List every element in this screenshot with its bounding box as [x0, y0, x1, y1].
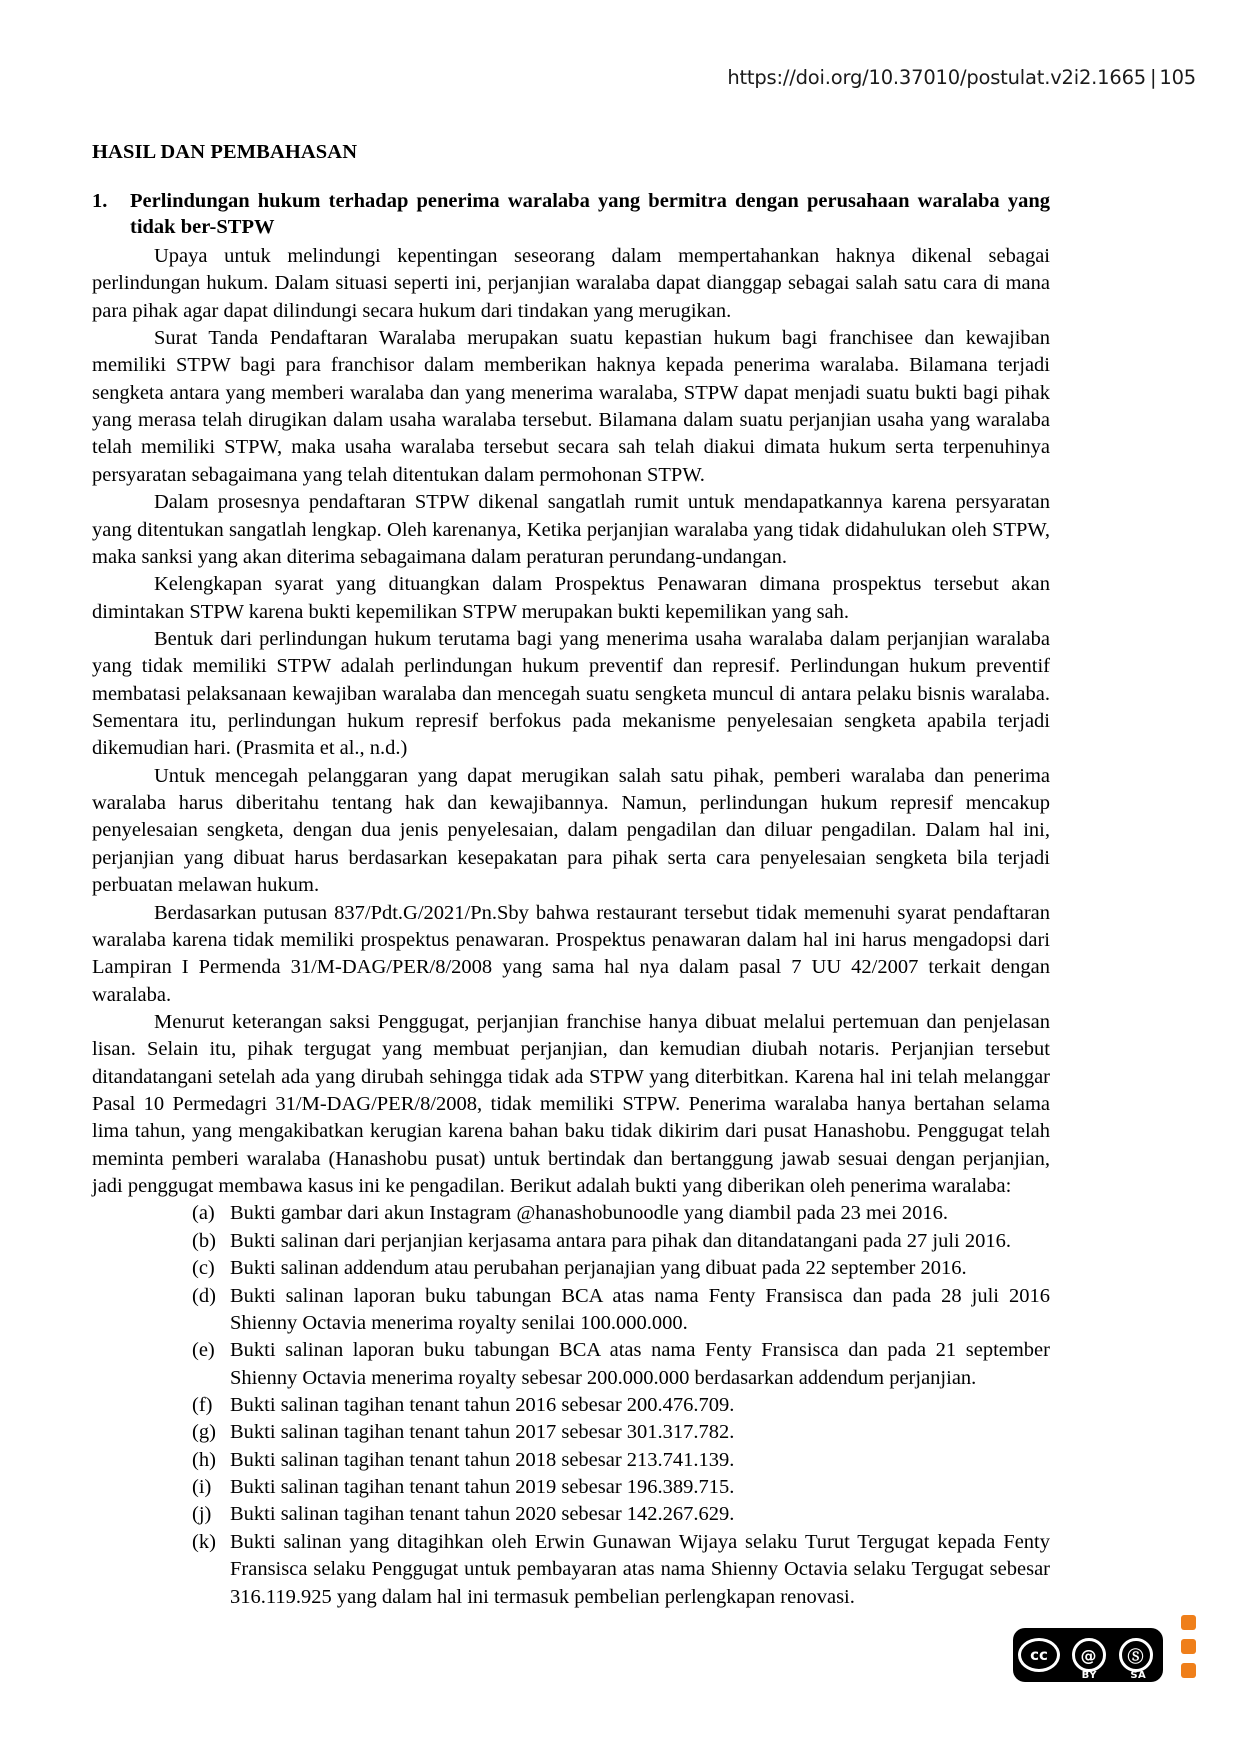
dot-2: [1181, 1639, 1196, 1654]
list-item: [184, 1255, 1050, 1282]
cc-sa-label: SA: [1130, 1670, 1147, 1681]
doi-link[interactable]: https://doi.org/10.37010/postulat.v2i2.1665: [727, 66, 1146, 89]
paragraph-3: Dalam prosesnya pendaftaran STPW dikenal sangatlah rumit untuk mendapatkannya karena persyaratan yang ditentukan sangatlah lengkap. Oleh karenanya, Ketika perjanjian waralaba yang tidak didahulukan oleh STPW, maka sanksi yang akan diterima sebagaimana dalam peraturan perundang-undangan.: [92, 491, 1050, 568]
list-item-marker: (a): [192, 1202, 215, 1225]
subheading-number: 1.: [92, 189, 108, 212]
cc-circle-icon: cc: [1018, 1638, 1060, 1672]
paragraph-8: Menurut keterangan saksi Penggugat, perjanjian franchise hanya dibuat melalui pertemuan dan penjelasan lisan. Selain itu, pihak tergugat yang membuat perjanjian, dan kemudian diubah notaris. Perjanjian tersebut ditandatangani setelah ada yang dirubah sehingga tidak ada STPW yang diterbitkan. Karena hal ini telah melanggar Pasal 10 Permedagri 31/M-DAG/PER/8/2008, tidak memiliki STPW. Penerima waralaba hanya bertahan selama lima tahun, yang mengakibatkan kerugian karena bahan baku tidak dikirim dari pusat Hanashobu. Penggugat telah meminta pemberi waralaba (Hanashobu pusat) untuk bertindak dan bertanggung jawab sesuai dengan perjanjian, jadi penggugat membawa kasus ini ke pengadilan. Berikut adalah bukti yang diberikan oleh penerima waralaba:: [92, 1010, 1050, 1198]
list-item-text: Bukti salinan yang ditagihkan oleh Erwin Gunawan Wijaya selaku Turut Tergugat kepada Fenty Fransisca selaku Penggugat untuk pembayaran atas nama Shienny Octavia selaku Tergugat sebesar 316.119.925 yang dalam hal ini termasuk pembelian perlengkapan renovasi.: [230, 1530, 1050, 1608]
running-head: [727, 66, 1196, 89]
page-number: 105: [1159, 66, 1196, 89]
list-item-text: Bukti gambar dari akun Instagram @hanashobunoodle yang diambil pada 23 mei 2016.: [230, 1202, 948, 1225]
list-item: [184, 1474, 1050, 1501]
creative-commons-badge[interactable]: [1013, 1628, 1163, 1682]
list-item: [184, 1283, 1050, 1338]
paragraph-7: Berdasarkan putusan 837/Pdt.G/2021/Pn.Sby bahwa restaurant tersebut tidak memenuhi syarat pendaftaran waralaba karena tidak memiliki prospektus penawaran. Prospektus penawaran dalam hal ini harus mengadopsi dari Lampiran I Permenda 31/M-DAG/PER/8/2008 yang sama hal nya dalam pasal 7 UU 42/2007 terkait dengan waralaba.: [92, 901, 1050, 1006]
list-item-text: Bukti salinan tagihan tenant tahun 2016 sebesar 200.476.709.: [230, 1394, 735, 1416]
paragraph-6: Untuk mencegah pelanggaran yang dapat merugikan salah satu pihak, pemberi waralaba dan penerima waralaba harus diberitahu tentang hak dan kewajibannya. Namun, perlindungan hukum represif mencakup penyelesaian sengketa, dengan dua jenis penyelesaian, dalam pengadilan dan diluar pengadilan. Dalam hal ini, perjanjian yang dibuat harus berdasarkan kesepakatan para pihak serta cara penyelesaian sengketa bila terjadi perbuatan melawan hukum.: [92, 764, 1050, 897]
list-item-text: Bukti salinan addendum atau perubahan perjanajian yang dibuat pada 22 september 2016.: [230, 1257, 967, 1280]
cc-by-label: BY: [1081, 1670, 1097, 1681]
subheading-text: Perlindungan hukum terhadap penerima waralaba yang bermitra dengan perusahaan waralaba yang tidak ber-STPW: [130, 189, 1050, 239]
list-item-marker: (f): [192, 1394, 213, 1416]
list-item: [184, 1529, 1050, 1611]
list-item: [184, 1501, 1050, 1528]
list-item-marker: (g): [192, 1421, 216, 1444]
list-item-text: Bukti salinan laporan buku tabungan BCA atas nama Fenty Fransisca dan pada 21 september Shienny Octavia menerima royalty sebesar 200.000.000 berdasarkan addendum perjanjian.: [230, 1339, 1050, 1389]
list-item: [184, 1392, 1050, 1419]
paragraph-5: Bentuk dari perlindungan hukum terutama bagi yang menerima usaha waralaba dalam perjanjian waralaba yang tidak memiliki STPW adalah perlindungan hukum preventif dan represif. Perlindungan hukum preventif membatasi pelaksanaan kewajiban waralaba dan mencegah suatu sengketa muncul di antara pelaku bisnis waralaba. Sementara itu, perlindungan hukum represif berfokus pada mekanisme penyelesaian sengketa apabila terjadi dikemudian hari. (Prasmita et al., n.d.): [92, 627, 1050, 760]
list-item-marker: (k): [192, 1530, 216, 1553]
list-item: [184, 1228, 1050, 1255]
list-item-marker: (h): [192, 1448, 216, 1471]
paragraph-2: Surat Tanda Pendaftaran Waralaba merupakan suatu kepastian hukum bagi franchisee dan kewajiban memiliki STPW bagi para franchisor dalam memberikan haknya kepada penerima waralaba. Bilamana terjadi sengketa antara yang memberi waralaba dan yang menerima waralaba, STPW dapat menjadi suatu bukti bagi pihak yang merasa telah dirugikan dalam usaha waralaba tersebut. Bilamana dalam suatu perjanjian usaha yang waralaba telah memiliki STPW, maka usaha waralaba tersebut secara sah telah diakui dimata hukum serta terpenuhinya persyaratan sebagaimana yang telah ditentukan dalam permohonan STPW.: [92, 326, 1050, 486]
section-title: HASIL DAN PEMBAHASAN: [92, 141, 358, 163]
list-item-text: Bukti salinan dari perjanjian kerjasama antara para pihak dan ditandatangani pada 27 juli 2016.: [230, 1229, 1012, 1252]
list-item-text: Bukti salinan tagihan tenant tahun 2018 sebesar 213.741.139.: [230, 1448, 735, 1471]
paragraph-4: Kelengkapan syarat yang dituangkan dalam Prospektus Penawaran dimana prospektus tersebut akan dimintakan STPW karena bukti kepemilikan STPW merupakan bukti kepemilikan yang sah.: [92, 573, 1050, 623]
dot-3: [1181, 1663, 1196, 1678]
list-item-marker: (d): [192, 1284, 216, 1307]
running-head-separator: |: [1150, 66, 1157, 89]
list-item: [184, 1419, 1050, 1446]
list-item-marker: (c): [192, 1257, 215, 1280]
subheading-1: [92, 188, 1050, 241]
cc-caption: [1065, 1670, 1163, 1681]
list-item-text: Bukti salinan tagihan tenant tahun 2020 sebesar 142.267.629.: [230, 1503, 735, 1526]
cc-logo-icon: [1013, 1628, 1065, 1682]
list-item-marker: (e): [192, 1339, 215, 1362]
share-alike-icon: Ⓢ: [1119, 1638, 1153, 1672]
license-area: [1013, 1615, 1196, 1682]
list-item-marker: (i): [192, 1476, 212, 1499]
list-item-marker: (b): [192, 1229, 216, 1252]
content-column: [92, 140, 1050, 1611]
dot-1: [1181, 1615, 1196, 1630]
list-item: [184, 1337, 1050, 1392]
list-item-text: Bukti salinan laporan buku tabungan BCA atas nama Fenty Fransisca dan pada 28 juli 2016 Shienny Octavia menerima royalty senilai 100.000.000.: [230, 1284, 1050, 1334]
paragraph-1: Upaya untuk melindungi kepentingan seseorang dalam mempertahankan haknya dikenal sebagai perlindungan hukum. Dalam situasi seperti ini, perjanjian waralaba dapat dianggap sebagai salah satu cara di mana para pihak agar dapat dilindungi secara hukum dari tindakan yang merugikan.: [92, 244, 1050, 322]
list-item-marker: (j): [192, 1503, 212, 1526]
decorative-dots: [1181, 1615, 1196, 1682]
evidence-list: [184, 1200, 1050, 1610]
evidence-list-wrapper: [184, 1200, 1050, 1610]
list-item: [184, 1447, 1050, 1474]
list-item-text: Bukti salinan tagihan tenant tahun 2019 sebesar 196.389.715.: [230, 1476, 735, 1499]
list-item: [184, 1200, 1050, 1227]
attribution-icon: @: [1072, 1638, 1106, 1672]
list-item-text: Bukti salinan tagihan tenant tahun 2017 sebesar 301.317.782.: [230, 1421, 735, 1444]
